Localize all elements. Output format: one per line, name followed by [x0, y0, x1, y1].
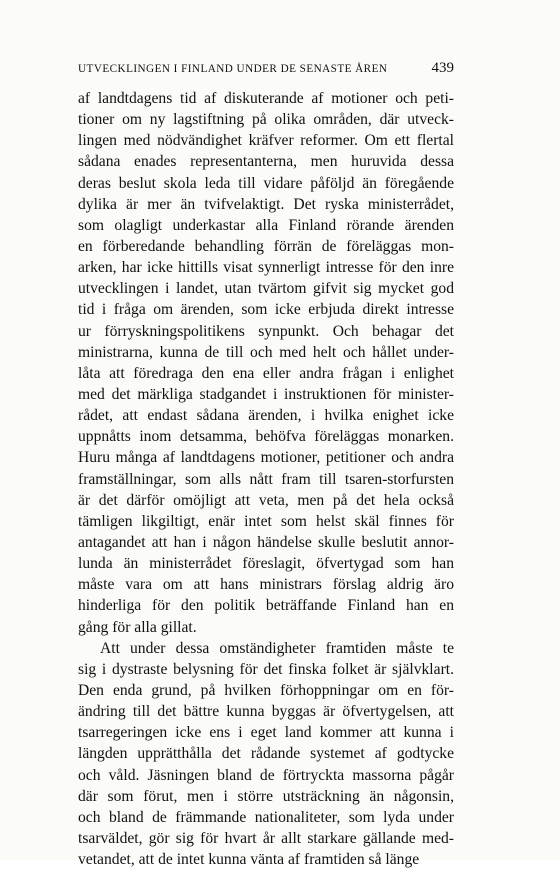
- text-line: och våld. Jäsningen bland de förtryckta massorna pågår: [78, 766, 454, 784]
- text-line: lunda än ministerrådet föreslagit, öfvertygad som han: [78, 555, 454, 573]
- text-line: dylika är mer än tvifvelaktigt. Det ryska ministerrådet,: [78, 195, 454, 213]
- text-line: ändring till det bättre kunna byggas är öfvertygelsen, att: [78, 703, 454, 721]
- text-line: deras beslut skola leda till vidare påföljd än föregående: [78, 174, 454, 192]
- text-line: låta att föredraga den ena eller andra frågan i enlighet: [78, 364, 454, 382]
- text-line: längden upprätthålla det rådande systemet af godtycke: [78, 745, 454, 763]
- text-line: antagandet att han i någon händelse skulle beslutit annor-: [78, 533, 454, 551]
- text-line: utvecklingen i landet, utan tvärtom gifvit sig mycket god: [78, 280, 454, 298]
- text-line: gång för alla gillat.: [78, 618, 197, 636]
- text-line: vetandet, att de intet kunna vänta af framtiden så länge: [78, 851, 420, 869]
- text-line: och bland de främmande nationaliteter, som lyda under: [78, 808, 454, 826]
- text-line: framställningar, som alls nått fram till tsaren-storfursten: [78, 470, 454, 488]
- paragraph: [78, 638, 454, 870]
- text-line: tämligen likgiltigt, enär intet som helst skäl finnes för: [78, 512, 454, 530]
- text-line: Att under dessa omständigheter framtiden måste te: [100, 639, 454, 657]
- text-line: är det därför omöjligt att veta, men på det hela också: [78, 491, 454, 509]
- paragraph: [78, 88, 454, 638]
- text-line: måste vara om att hans ministrars förslag aldrig äro: [78, 576, 454, 594]
- text-line: där som förut, men i större utsträckning än någonsin,: [78, 787, 454, 805]
- text-line: Den enda grund, på hvilken förhoppningar om en för-: [78, 681, 454, 699]
- text-line: tid i fråga om ärenden, som icke erbjuda direkt intresse: [78, 301, 454, 319]
- text-line: sig i dystraste belysning för det finska folket är självklart.: [78, 660, 454, 678]
- text-line: en förberedande behandling förrän de föreläggas mon-: [78, 237, 454, 255]
- text-line: rådet, att endast sådana ärenden, i hvilka enighet icke: [78, 407, 454, 425]
- text-line: sådana enades representanterna, men huruvida dessa: [78, 153, 454, 171]
- text-line: tsarregeringen icke ens i eget land kommer att kunna i: [78, 724, 454, 742]
- text-line: som olagligt underkastar alla Finland rörande ärenden: [78, 216, 454, 234]
- text-line: tioner om ny lagstiftning på olika områden, där utveck-: [78, 111, 454, 129]
- text-line: ministrarna, kunna de till och med helt och hållet under-: [78, 343, 454, 361]
- text-line: af landtdagens tid af diskuterande af motioner och peti-: [78, 90, 454, 107]
- text-line: arken, har icke hittills visat synnerligt intresse för den inre: [78, 259, 454, 277]
- body-text: [78, 88, 454, 870]
- text-line: med det märkliga stadgandet i instruktionen för minister-: [78, 385, 454, 403]
- text-line: hinderliga för den politik beträffande Finland han en: [78, 597, 454, 615]
- text-line: ur förryskningspolitikens synpunkt. Och behagar det: [78, 322, 454, 340]
- text-line: Huru många af landtdagens motioner, petitioner och andra: [78, 449, 454, 467]
- running-head: [78, 60, 454, 80]
- page-number: 439: [431, 60, 454, 76]
- text-line: tsarväldet, gör sig för hvart år allt starkare gällande med-: [78, 829, 454, 847]
- running-title: UTVECKLINGEN I FINLAND UNDER DE SENASTE ÅREN: [78, 63, 388, 75]
- text-line: lingen med nödvändighet kräfver reformer. Om ett flertal: [78, 132, 454, 150]
- text-line: uppnåtts inom detsamma, behöfva föreläggas monarken.: [78, 428, 454, 446]
